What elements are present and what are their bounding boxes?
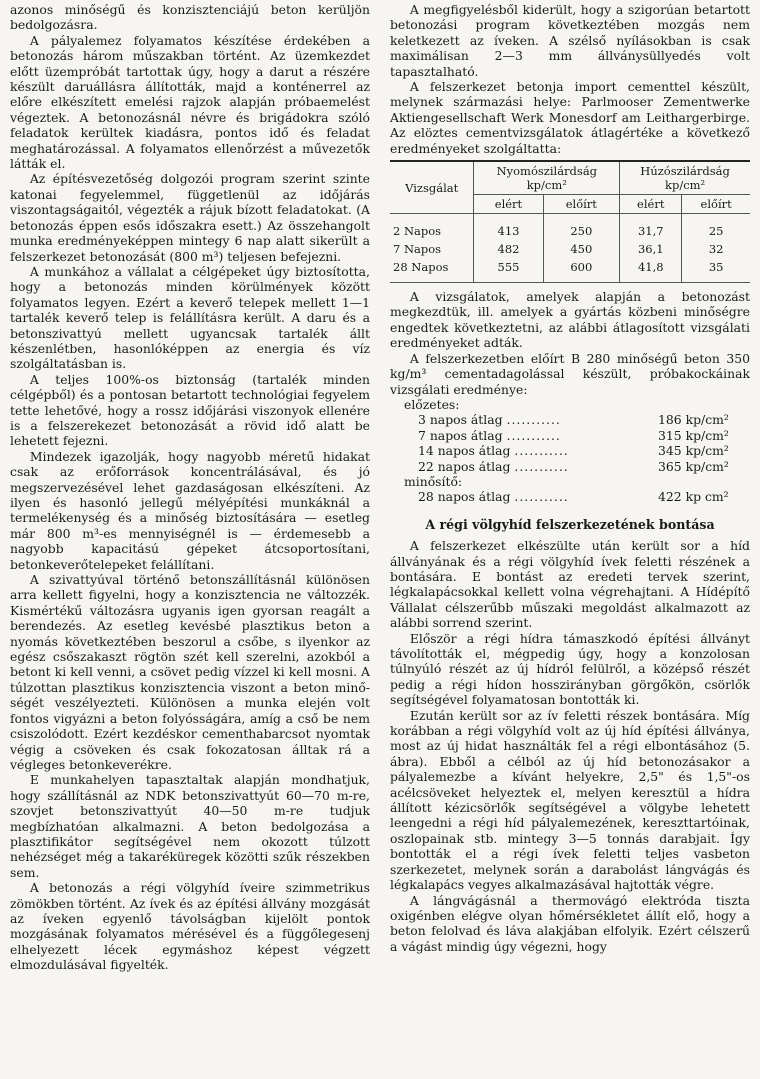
- cell-h-elert: 36,1: [620, 240, 682, 258]
- result-row: [390, 489, 750, 504]
- paragraph: azonos minőségű és konzisztenciájú beton kerüljön bedolgozásra.: [10, 2, 370, 33]
- result-value: 365 kp/cm²: [658, 458, 729, 474]
- header-ny-eloirt: előírt: [543, 195, 620, 214]
- paragraph: A felszerkezetben előírt B 280 minőségű beton 350 kg/m³ cementadagolással készült, próbakockáinak vizsgálati eredménye:: [390, 350, 750, 397]
- left-column: [10, 2, 370, 1079]
- result-row: [390, 428, 750, 443]
- cell-ny-eloirt: 600: [543, 258, 620, 283]
- result-row: [390, 459, 750, 474]
- header-huzo-label: Húzószilárdság: [640, 164, 730, 179]
- header-ny-elert: elért: [474, 195, 543, 214]
- result-leader: ...........: [514, 489, 569, 505]
- paragraph: A felszerkezet betonja import cementtel készült, melynek származási helye: Parlmooser Zementwerke Aktiengesellschaft Werk Monesdorf am Leithargerbirge. Az elöztes cementvizsgálatok átlagértéke a következő eredményeket szolgáltatta:: [390, 79, 750, 156]
- paragraph: E munkahelyen tapasztaltak alapján mondhatjuk, hogy szállításnál az NDK betonszivattyút 60—70 m-re, szovjet betonszivattyút 40—50 m-re tudjuk megbízhatóan alkalmazni. A beton bedolgozása a plasztifikátor segítségével nem okozott túlzott nehézséget még a takaréküregek közötti szűk részekben sem.: [10, 772, 370, 880]
- header-h-elert: elért: [620, 195, 682, 214]
- results-subheading-elozetes: előzetes:: [404, 396, 460, 412]
- cell-ny-elert: 482: [474, 240, 543, 258]
- paragraph: A lángvágásnál a thermovágó elektróda tiszta oxigénben elégve olyan hőmérsékletet állít elő, hogy a beton felolvad és láva alakjában elfolyik. Ezért célszerű a vágást mindig úgy végezni, hogy: [390, 892, 750, 954]
- right-column: [390, 2, 750, 1079]
- results-subheading-minosito: minősítő:: [404, 473, 463, 489]
- header-h-eloirt: előírt: [682, 195, 750, 214]
- result-label: 7 napos átlag: [418, 427, 503, 443]
- header-nyomoszilardsag: [474, 161, 620, 195]
- result-label: 14 napos átlag: [418, 443, 511, 459]
- header-nyomo-label: Nyomószilárdság: [496, 164, 598, 179]
- table-row: [390, 258, 750, 283]
- header-huzo-unit: kp/cm²: [665, 178, 706, 193]
- table-row: [390, 240, 750, 258]
- paragraph: A felszerkezet elkészülte után került sor a híd állványának és a régi völgyhíd ívek feletti részének a bontására. E bontást az eredeti tervek szerint, légkalapácsokkal kellett volna végrehajtani. A Hídépítő Vállalat célszerűbb műszaki megoldást alkalmazott az alábbi sorrend szerint.: [390, 538, 750, 631]
- row-label: 7 Napos: [393, 242, 442, 257]
- section-heading: A régi völgyhíd felszerkezetének bontása: [425, 516, 715, 532]
- paragraph: Mindezek igazolják, hogy nagyobb méretű hidakat csak az erőforrások koncentrálásával, és jó megszervezésével lehet gazdaságosan elkészíteni. Az ilyen és hasonló jellegű mélyépítési munkáknál a termelékenység és a minőség biztosítására — esetleg már 800 m³-es mennyiségnél is — érdemesebb a nagyobb kapacitású gépeket átcsoportosítani, betonkeverőtelepeket felállítani.: [10, 448, 370, 572]
- cell-h-eloirt: 35: [682, 258, 750, 283]
- paragraph: A szivattyúval történő betonszállításnál különösen arra kellett figyelni, hogy a konzisztencia ne változzék. Kismértékű változásra ugyanis igen gyorsan reagált a berendezés. Az esetleg kevésbé plasztikus beton a nyomás következtében beszorul a csőbe, s ilyenkor az egész csőszakaszt rögtön szét kell szerelni, azokból a betont ki kell venni, a csövet pedig vízzel ki kell mosni. A túlzottan plasztikus konzisztencia viszont a beton minőségét veszélyezteti. Különösen a munka elején volt fontos vigyázni a beton folyósságára, amíg a cső be nem csiszolódott. Ezért kezdéskor cementhabarcsot nyomtak végig a csöveken és csak fokozatosan álltak rá a végleges betonkeverékre.: [10, 572, 370, 772]
- cement-test-table: [390, 160, 750, 283]
- paragraph: Ezután került sor az ív feletti részek bontására. Míg korábban a régi völgyhíd volt az új híd építési állványa, most az új hidat használták fel a régi elbontásához (5. ábra). Ebből a célból az új híd betonozásakor a pályalemezbe a kívánt helyekre, 2,5" és 1,5"-os acélcsöveket helyeztek el, melyen keresztül a hídra állított kézicsörlők segítségével a völgybe lehetett leengedni a régi híd pályalemezének, kereszttartóinak, oszlopainak stb. mintegy 3—5 tonnás darabjait. Így bontották el a régi ívek feletti teljes vasbeton szerkezetet, melynek során a darabolást lángvágás és légkalapács vegyes alkalmazásával hajtották végre.: [390, 707, 750, 893]
- header-nyomo-unit: kp/cm²: [526, 178, 567, 193]
- cell-ny-elert: 555: [474, 258, 543, 283]
- paragraph: A megfigyelésből kiderült, hogy a szigorúan betartott betonozási program következtében mozgás nem keletkezett az íveken. A szélső nyílásokban is csak maximálisan 2—3 mm állványsüllyedés volt tapasztalható.: [390, 2, 750, 79]
- cell-ny-elert: 413: [474, 214, 543, 241]
- paragraph: A betonozás a régi völgyhíd íveire szimmetrikus zömökben történt. Az ívek és az építési állvány mozgását az íveken egyenlő távolságban kijelölt pontok mozgásának folyamatos mérésével és a függőlegesenj elhelyezett lécek egymáshoz képest végzett elmozdulásával figyelték.: [10, 880, 370, 973]
- header-vizsgalat: Vizsgálat: [390, 161, 474, 214]
- cell-ny-eloirt: 250: [543, 214, 620, 241]
- result-value: 422 kp cm²: [658, 489, 729, 505]
- result-label: 3 napos átlag: [418, 412, 503, 428]
- row-label: 28 Napos: [390, 258, 474, 283]
- cell-ny-eloirt: 450: [543, 240, 620, 258]
- test-results-list: [390, 397, 750, 505]
- row-label: 2 Napos: [393, 224, 442, 239]
- cell-h-elert: 41,8: [620, 258, 682, 283]
- paragraph: A vizsgálatok, amelyek alapján a betonozást megkezdtük, ill. amelyek a gyártás közbeni minőségre engedtek következtetni, az alábbi átlagosított vizsgálati eredményeket adták.: [390, 289, 750, 351]
- result-leader: ...........: [514, 458, 569, 474]
- paragraph: A teljes 100%-os biztonság (tartalék minden célgépből) és a pontosan betartott technológiai fegyelem tette lehetővé, hogy a rossz időjárási viszonyok ellenére is a felszerekezet betonozását a rövid idő alatt be lehetett fejezni.: [10, 371, 370, 449]
- result-value: 186 kp/cm²: [658, 412, 729, 428]
- paragraph: Az építésvezetőség dolgozói program szerint szinte katonai fegyelemmel, függetlenül az időjárás viszontagságaitól, végezték a rájuk bízott feladatokat. (A betonozás éppen esős időszakra esett.) Az összehangolt munka eredményeképpen mintegy 6 nap alatt sikerült a felszerkezet betonozását (800 m³) teljesen befejezni.: [10, 171, 370, 264]
- result-leader: ...........: [514, 443, 569, 459]
- paragraph: A pályalemez folyamatos készítése érdekében a betonozás három műszakban történt. Az üzemkezdet előtt üzempróbát tartottak úgy, hogy a darut a részére készült daruállásra állították, majd a konténerrel az előre elkészített emelési rajzok alapján próbaemelést végeztek. A betonozásnál névre és brigádokra szóló feladatok kerültek kiadásra, pontos idő és feladat meghatározással. A folyamatos ellenőrzést a művezetők látták el.: [10, 32, 370, 172]
- result-row: [390, 412, 750, 427]
- result-leader: ...........: [506, 427, 561, 443]
- cell-h-eloirt: 32: [682, 240, 750, 258]
- cell-h-elert: 31,7: [620, 214, 682, 241]
- cell-h-eloirt: 25: [682, 214, 750, 241]
- table-row: [390, 214, 750, 241]
- result-value: 315 kp/cm²: [658, 427, 729, 443]
- result-leader: ...........: [506, 412, 561, 428]
- result-label: 28 napos átlag: [418, 489, 511, 505]
- header-huzoszilardsag: [620, 161, 750, 195]
- result-label: 22 napos átlag: [418, 458, 511, 474]
- result-row: [390, 443, 750, 458]
- paragraph: Először a régi hídra támaszkodó építési állványt távolították el, mégpedig úgy, hogy a konzolosan túlnyúló részét az új hídról felülről, a középső részét pedig a régi hídon hosszirányban görgőkön, csörlők segítségével folyamatosan bontották ki.: [390, 630, 750, 708]
- result-value: 345 kp/cm²: [658, 443, 729, 459]
- paragraph: A munkához a vállalat a célgépeket úgy biztosította, hogy a betonozás minden körülmények között folyamatos legyen. Ezért a keverő telepek mellett 1—1 tartalék keverő telep is felállításra került. A daru és a betonszivattyú mellett ugyancsak tartalék állt készenlétben, hasonlóképpen az energia és víz szolgáltatásban is.: [10, 263, 370, 372]
